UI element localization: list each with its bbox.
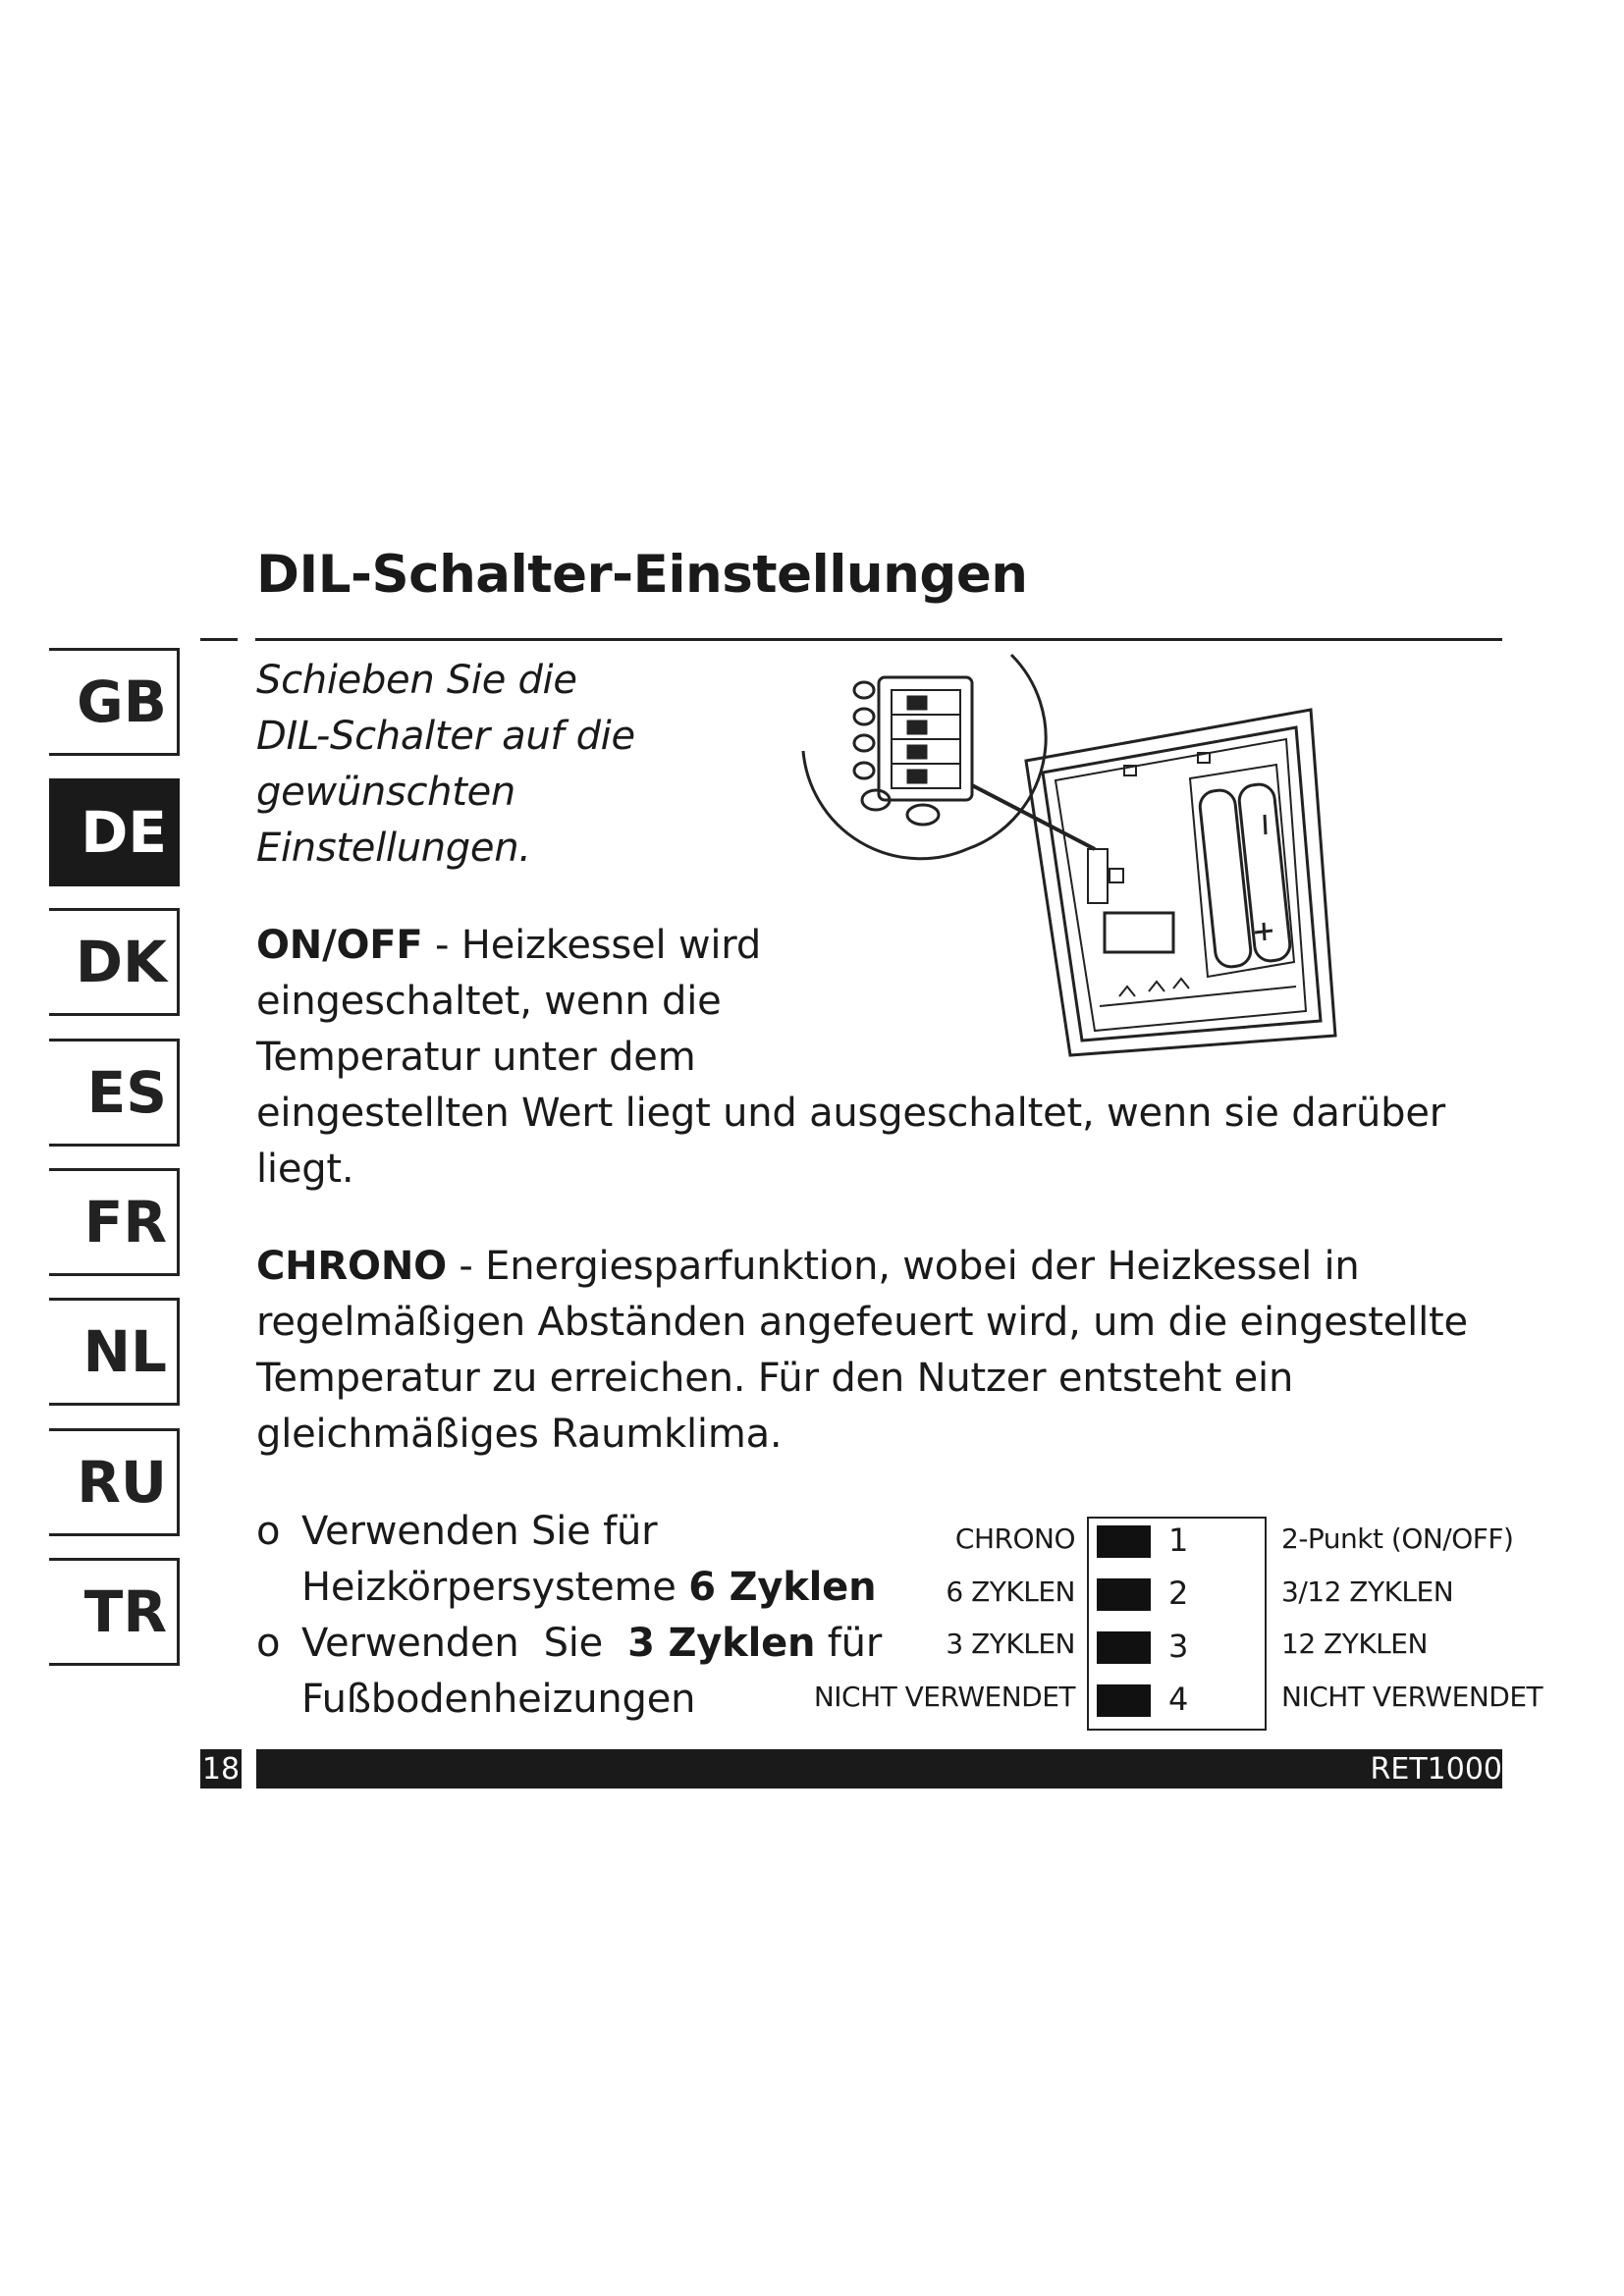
dil-right-label: 12 ZYKLEN	[1281, 1628, 1428, 1660]
dil-right-label: NICHT VERWENDET	[1281, 1681, 1543, 1713]
lang-tab-fr[interactable]: FR	[49, 1168, 180, 1276]
dil-number: 2	[1168, 1575, 1189, 1612]
dil-number: 1	[1168, 1522, 1189, 1559]
intro-line: Schieben Sie die	[256, 658, 577, 703]
dil-right-label: 2-Punkt (ON/OFF)	[1281, 1522, 1514, 1555]
dil-number: 4	[1168, 1681, 1189, 1718]
lang-tab-de[interactable]: DE	[49, 778, 180, 886]
dil-switch-3[interactable]	[1097, 1631, 1151, 1664]
onoff-line: eingestellten Wert liegt und ausgeschaltet, wenn sie darüber	[256, 1091, 1445, 1136]
title-rule	[200, 638, 1502, 641]
bullet-1-bold: 6 Zyklen	[688, 1565, 877, 1610]
intro-text	[256, 653, 635, 877]
lang-tab-ru[interactable]: RU	[49, 1428, 180, 1536]
dil-switch-4[interactable]	[1097, 1684, 1151, 1717]
onoff-line: - Heizkessel wird	[422, 923, 762, 968]
chrono-line: - Energiesparfunktion, wobei der Heizkessel in	[446, 1244, 1360, 1289]
page-title: DIL-Schalter-Einstellungen	[256, 545, 1028, 605]
onoff-line: Temperatur unter dem	[256, 1035, 696, 1080]
bullet-2-prefix: Verwenden Sie	[301, 1621, 628, 1666]
lang-tab-nl[interactable]: NL	[49, 1298, 180, 1406]
dil-left-label: 6 ZYKLEN	[946, 1575, 1075, 1608]
model-label: RET1000	[1370, 1752, 1502, 1787]
bullet-1-line-2: Heizkörpersysteme	[301, 1565, 689, 1610]
intro-line: gewünschten	[256, 770, 515, 815]
chrono-line: Temperatur zu erreichen. Für den Nutzer entsteht ein	[256, 1356, 1294, 1401]
bullet-list	[256, 1504, 883, 1728]
lang-tab-tr[interactable]: TR	[49, 1558, 180, 1666]
dil-right-label: 3/12 ZYKLEN	[1281, 1575, 1454, 1608]
dil-number: 3	[1168, 1628, 1189, 1665]
lang-tab-gb[interactable]: GB	[49, 648, 180, 756]
dil-left-label: NICHT VERWENDET	[813, 1681, 1075, 1713]
chrono-line: regelmäßigen Abständen angefeuert wird, um die eingestellte	[256, 1300, 1468, 1345]
onoff-line: liegt.	[256, 1147, 354, 1192]
bullet-2-suffix: für	[815, 1621, 883, 1666]
page-number: 18	[200, 1749, 242, 1789]
bullet-2-line-2: Fußbodenheizungen	[301, 1677, 696, 1722]
chrono-term: CHRONO	[256, 1244, 447, 1289]
dil-left-labels	[813, 1517, 1075, 1733]
lang-tab-es[interactable]: ES	[49, 1039, 180, 1147]
onoff-term: ON/OFF	[256, 923, 423, 968]
rule-gap	[238, 636, 255, 643]
chrono-paragraph	[256, 1239, 1468, 1463]
footer-bar	[256, 1749, 1502, 1789]
chrono-line: gleichmäßiges Raumklima.	[256, 1412, 783, 1457]
bullet-1-line-1: Verwenden Sie für	[301, 1509, 658, 1554]
lang-tab-dk[interactable]: DK	[49, 908, 180, 1016]
dil-switch-1[interactable]	[1097, 1525, 1151, 1558]
intro-line: Einstellungen.	[256, 826, 531, 871]
bullet-marker: o	[256, 1509, 281, 1554]
dil-left-label: CHRONO	[954, 1522, 1075, 1555]
onoff-paragraph	[256, 918, 1445, 1198]
onoff-line: eingeschaltet, wenn die	[256, 979, 722, 1024]
intro-line: DIL-Schalter auf die	[256, 714, 635, 759]
dil-left-label: 3 ZYKLEN	[946, 1628, 1075, 1660]
bullet-marker: o	[256, 1621, 281, 1666]
bullet-2-bold: 3 Zyklen	[627, 1621, 816, 1666]
dil-switch-2[interactable]	[1097, 1578, 1151, 1611]
